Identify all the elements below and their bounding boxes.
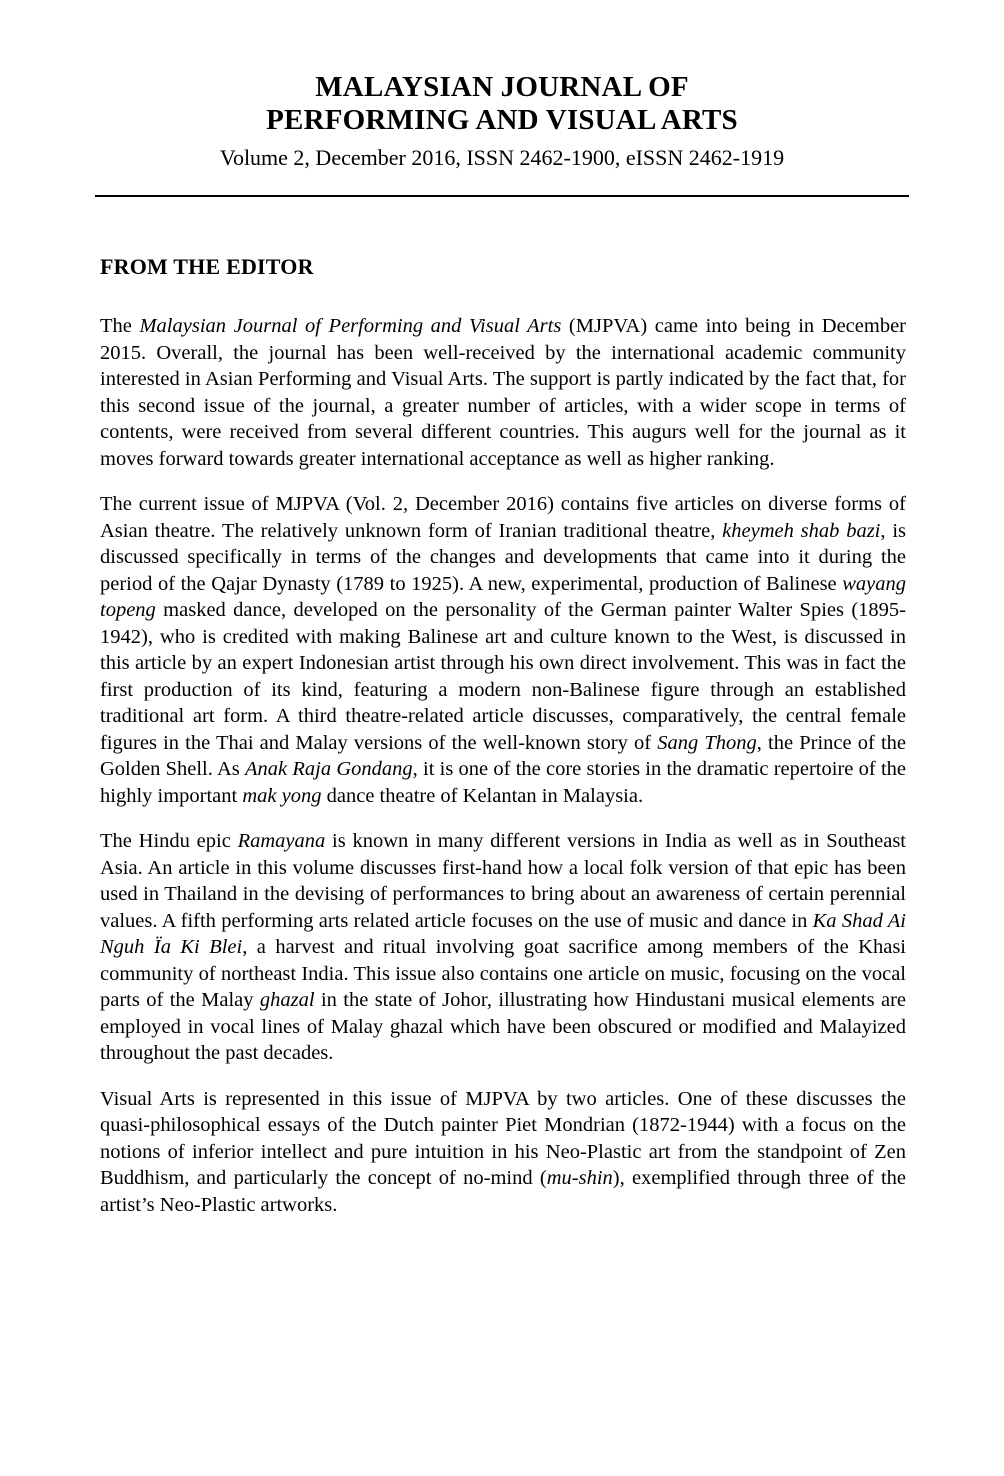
editorial-paragraph-3: The Hindu epic Ramayana is known in many different versions in India as well as in Southeast Asia. An article in this volume discusses first-hand how a local folk version of that epic has been used in Thailand in the devising of performances to bring about an awareness of certain perennial values. A fifth performing arts related article focuses on the use of music and dance in Ka Shad Ai Nguh Ïa Ki Blei, a harvest and ritual involving goat sacrifice among members of the Khasi community of northeast India. This issue also contains one article on music, focusing on the vocal parts of the Malay ghazal in the state of Johor, illustrating how Hindustani musical elements are employed in vocal lines of Malay ghazal which have been obscured or modified and Malayized throughout the past decades. bbox=[100, 830, 907, 1064]
journal-header bbox=[0, 0, 1004, 171]
journal-title-line1: MALAYSIAN JOURNAL OF bbox=[315, 71, 689, 103]
section-heading: FROM THE EDITOR bbox=[100, 254, 314, 279]
header-divider bbox=[95, 195, 909, 197]
issue-info: Volume 2, December 2016, ISSN 2462-1900, eISSN 2462-1919 bbox=[219, 145, 785, 170]
editorial-paragraph-4: Visual Arts is represented in this issue of MJPVA by two articles. One of these discusses the quasi-philosophical essays of the Dutch painter Piet Mondrian (1872-1944) with a focus on the notions of inferior intellect and pure intuition in his Neo-Plastic art from the standpoint of Zen Buddhism, and particularly the concept of no-mind (mu-shin), exemplified through three of the artist’s Neo-Plastic artworks. bbox=[100, 1087, 906, 1216]
editorial-paragraph-1: The Malaysian Journal of Performing and Visual Arts (MJPVA) came into being in December 2015. Overall, the journal has been well-received by the international academic community interested in Asian Performing and Visual Arts. The support is partly indicated by the fact that, for this second issue of the journal, a greater number of articles, with a wider scope in terms of contents, were received from several different countries. This augurs well for the journal as it moves forward towards greater international acceptance as well as higher ranking. bbox=[100, 315, 906, 470]
journal-title-line2: PERFORMING AND VISUAL ARTS bbox=[266, 104, 738, 136]
editorial-paragraph-2: The current issue of MJPVA (Vol. 2, December 2016) contains five articles on diverse forms of Asian theatre. The relatively unknown form of Iranian traditional theatre, kheymeh shab bazi, is discussed specifically in terms of the changes and developments that came into it during the period of the Qajar Dynasty (1789 to 1925). A new, experimental, production of Balinese wayang topeng masked dance, developed on the personality of the German painter Walter Spies (1895-1942), who is credited with making Balinese art and culture known to the West, is discussed in this article by an expert Indonesian artist through his own direct involvement. This was in fact the first production of its kind, featuring a modern non-Balinese figure through an established traditional art form. A third theatre-related article discusses, comparatively, the central female figures in the Thai and Malay versions of the well-known story of Sang Thong, the Prince of the Golden Shell. As Anak Raja Gondang, it is one of the core stories in the dramatic repertoire of the highly important mak yong dance theatre of Kelantan in Malaysia. bbox=[100, 493, 906, 807]
editorial-content bbox=[100, 254, 906, 1218]
